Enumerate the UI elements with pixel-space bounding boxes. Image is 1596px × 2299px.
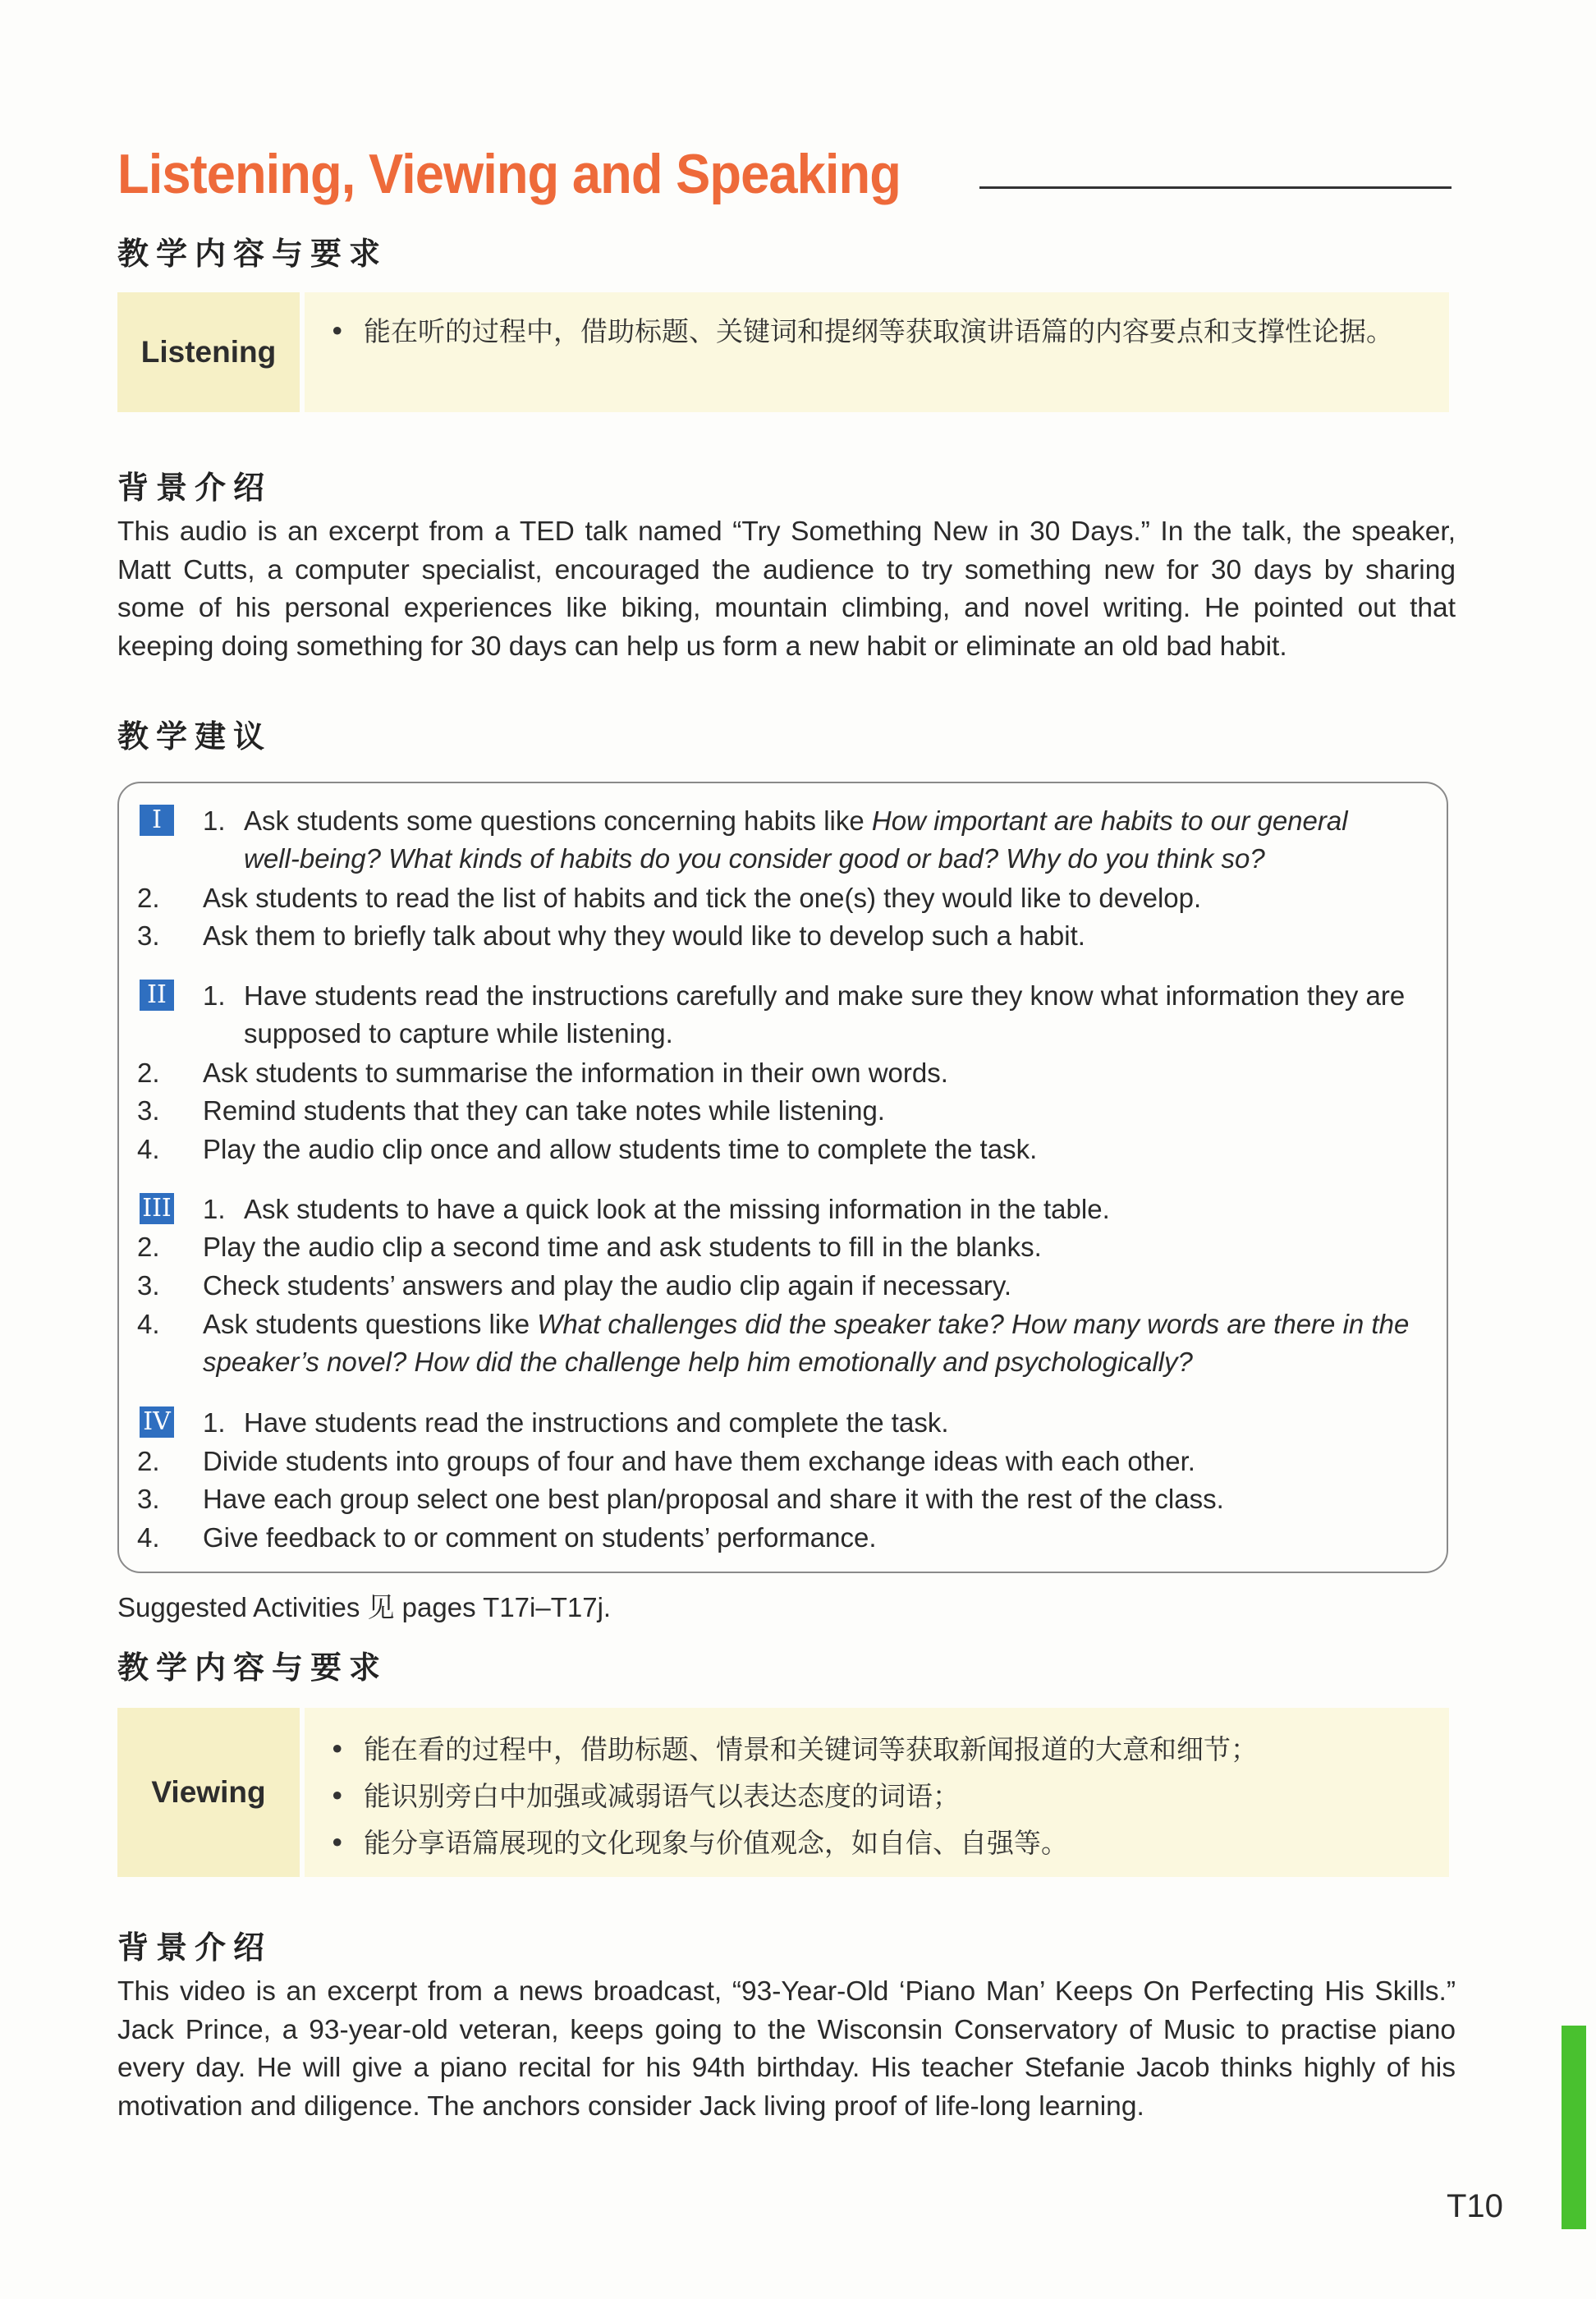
listening-standards bbox=[305, 292, 1449, 412]
viewing-standards-box bbox=[117, 1708, 1449, 1877]
step-text: Ask students to read the list of habits and tick the one(s) they would like to develop. bbox=[203, 883, 1202, 913]
listening-standard-1: • 能在听的过程中，借助标题、关键词和提纲等获取演讲语篇的内容要点和支撑性论据。 bbox=[329, 310, 1426, 352]
step-III-3 bbox=[137, 1267, 1410, 1305]
step-text: Check students’ answers and play the audio clip again if necessary. bbox=[203, 1270, 1012, 1301]
step-III-4 bbox=[137, 1306, 1410, 1381]
step-text: Ask students to have a quick look at the missing information in the table. bbox=[244, 1194, 1110, 1224]
step-number: 3. bbox=[137, 1095, 160, 1126]
step-text: Have students read the instructions carefully and make sure they know what information they are supposed to capture while listening. bbox=[244, 980, 1406, 1049]
viewing-background-text: This video is an excerpt from a news broadcast, “93-Year-Old ‘Piano Man’ Keeps On Perfecting His Skills.” Jack Prince, a 93-year-old veteran, keeps going to the Wisconsin Conservatory of Music to practise piano every day. He will give a piano recital for his 94th birthday. His teacher Stefanie Jacob thinks highly of his motivation and diligence. The anchors consider Jack living proof of life-long learning. bbox=[117, 1976, 1456, 2122]
step-number: 3. bbox=[137, 1484, 160, 1514]
step-text: Ask students questions like bbox=[203, 1309, 538, 1339]
section-marker-III: III bbox=[140, 1193, 174, 1224]
step-text: Have each group select one best plan/proposal and share it with the rest of the class. bbox=[203, 1484, 1224, 1514]
viewing-requirements-heading: 教学内容与要求 bbox=[117, 1650, 388, 1686]
step-text: Give feedback to or comment on students’ performance. bbox=[203, 1522, 877, 1553]
viewing-label: Viewing bbox=[117, 1708, 300, 1877]
step-text: Divide students into groups of four and have them exchange ideas with each other. bbox=[203, 1446, 1195, 1476]
step-number: 4. bbox=[137, 1309, 160, 1339]
viewing-standard-1: • 能在看的过程中，借助标题、情景和关键词等获取新闻报道的大意和细节； bbox=[329, 1726, 1426, 1773]
listening-standards-box bbox=[117, 292, 1449, 412]
step-text: Remind students that they can take notes while listening. bbox=[203, 1095, 885, 1126]
step-number: 1. bbox=[203, 1194, 226, 1224]
viewing-background-heading: 背景介绍 bbox=[117, 1930, 273, 1966]
step-III-2 bbox=[137, 1228, 1410, 1266]
step-number: 3. bbox=[137, 1270, 160, 1301]
section-marker-II: II bbox=[140, 980, 174, 1011]
step-italic-text: How important are habits to our general well-being? What kinds of habits do you consider good or bad? Why do you think so? bbox=[244, 805, 1348, 874]
step-IV-3 bbox=[137, 1480, 1410, 1518]
step-II-4 bbox=[137, 1131, 1410, 1168]
teaching-suggestions-heading: 教学建议 bbox=[117, 718, 273, 755]
step-I-1 bbox=[137, 802, 1410, 878]
section-marker-IV: IV bbox=[140, 1406, 174, 1438]
section-marker-I: I bbox=[140, 805, 174, 836]
section-title: Listening, Viewing and Speaking bbox=[117, 143, 901, 205]
step-number: 2. bbox=[137, 1058, 160, 1088]
step-II-1 bbox=[137, 977, 1410, 1053]
viewing-standard-2: • 能识别旁白中加强或减弱语气以表达态度的词语； bbox=[329, 1773, 1426, 1819]
step-IV-4 bbox=[137, 1519, 1410, 1557]
viewing-standards bbox=[305, 1708, 1449, 1877]
step-number: 1. bbox=[203, 805, 226, 836]
step-text: Ask them to briefly talk about why they would like to develop such a habit. bbox=[203, 920, 1085, 951]
viewing-standard-3: • 能分享语篇展现的文化现象与价值观念，如自信、自强等。 bbox=[329, 1819, 1426, 1866]
step-number: 2. bbox=[137, 883, 160, 913]
step-II-3 bbox=[137, 1092, 1410, 1130]
step-I-2 bbox=[137, 879, 1410, 917]
step-number: 1. bbox=[203, 1407, 226, 1438]
step-text: Ask students to summarise the information in their own words. bbox=[203, 1058, 948, 1088]
step-number: 1. bbox=[203, 980, 226, 1011]
title-rule bbox=[979, 186, 1452, 189]
step-text: Play the audio clip a second time and ask students to fill in the blanks. bbox=[203, 1232, 1042, 1262]
step-IV-2 bbox=[137, 1443, 1410, 1480]
step-number: 2. bbox=[137, 1232, 160, 1262]
step-italic-text: What challenges did the speaker take? How many words are there in the speaker’s novel? How did the challenge help him emotionally and psychologically? bbox=[203, 1309, 1410, 1377]
suggested-activities-note: Suggested Activities 见 pages T17i–T17j. bbox=[117, 1592, 612, 1622]
page-number: T10 bbox=[1447, 2188, 1503, 2224]
listening-background-heading: 背景介绍 bbox=[117, 470, 273, 506]
step-number: 3. bbox=[137, 920, 160, 951]
side-tab bbox=[1562, 2026, 1586, 2229]
step-I-3 bbox=[137, 917, 1410, 955]
listening-requirements-heading: 教学内容与要求 bbox=[117, 236, 388, 272]
step-number: 4. bbox=[137, 1522, 160, 1553]
step-number: 2. bbox=[137, 1446, 160, 1476]
step-III-1 bbox=[137, 1191, 1410, 1228]
step-IV-1 bbox=[137, 1404, 1410, 1442]
step-II-2 bbox=[137, 1054, 1410, 1092]
step-text: Have students read the instructions and complete the task. bbox=[244, 1407, 949, 1438]
step-text: Ask students some questions concerning habits like bbox=[244, 805, 872, 836]
listening-label: Listening bbox=[117, 292, 300, 412]
step-text: Play the audio clip once and allow students time to complete the task. bbox=[203, 1134, 1038, 1164]
listening-background-text: This audio is an excerpt from a TED talk named “Try Something New in 30 Days.” In the talk, the speaker, Matt Cutts, a computer specialist, encouraged the audience to try something new for 30 days by sharing some of his personal experiences like biking, mountain climbing, and novel writing. He pointed out that keeping doing something for 30 days can help us form a new habit or eliminate an old bad habit. bbox=[117, 516, 1456, 662]
step-number: 4. bbox=[137, 1134, 160, 1164]
